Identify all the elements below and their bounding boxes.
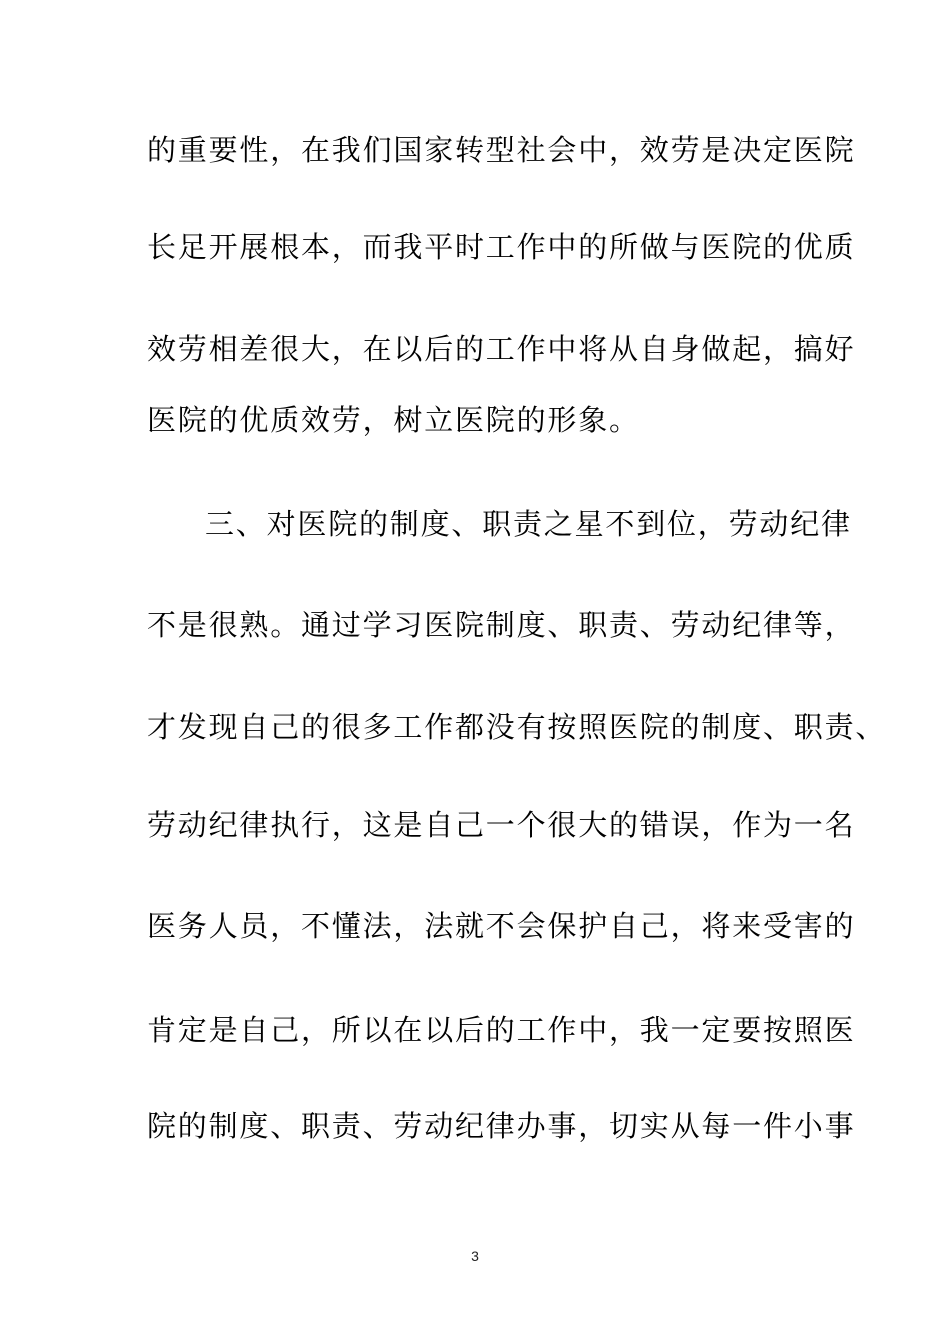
text-line: 院的制度、职责、劳动纪律办事，切实从每一件小事	[147, 1109, 856, 1143]
text-line: 的重要性，在我们国家转型社会中，效劳是决定医院	[147, 133, 856, 167]
text-line: 不是很熟。通过学习医院制度、职责、劳动纪律等，	[147, 608, 856, 642]
text-line: 才发现自己的很多工作都没有按照医院的制度、职责、	[147, 710, 887, 744]
text-line: 医务人员，不懂法，法就不会保护自己，将来受害的	[147, 909, 856, 943]
text-line: 效劳相差很大，在以后的工作中将从自身做起，搞好	[147, 332, 856, 366]
paragraph-start-line: 三、对医院的制度、职责之星不到位，劳动纪律	[205, 507, 852, 541]
text-line: 长足开展根本，而我平时工作中的所做与医院的优质	[147, 230, 856, 264]
page-number: 3	[471, 1248, 479, 1264]
text-line: 肯定是自己，所以在以后的工作中，我一定要按照医	[147, 1013, 856, 1047]
text-line: 劳动纪律执行，这是自己一个很大的错误，作为一名	[147, 808, 856, 842]
text-line: 医院的优质效劳，树立医院的形象。	[147, 403, 640, 437]
